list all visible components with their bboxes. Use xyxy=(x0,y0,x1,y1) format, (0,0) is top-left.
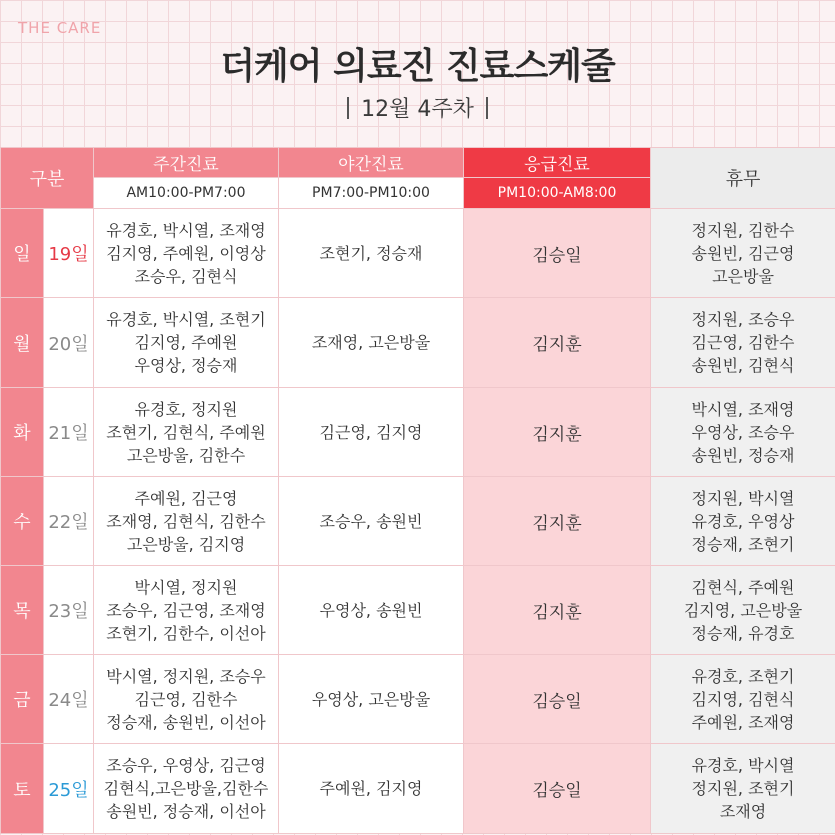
day-shift-names: 조재영, 김현식, 김한수 xyxy=(106,511,266,531)
date-cell: 21일 xyxy=(44,388,94,477)
schedule-table xyxy=(0,147,835,834)
emergency-shift-cell: 김승일 xyxy=(464,744,651,834)
header-off-duty: 휴무 xyxy=(651,148,835,209)
off-duty-names: 주예원, 조재영 xyxy=(691,712,795,732)
date-cell: 19일 xyxy=(44,209,94,298)
day-shift-names: 김근영, 김한수 xyxy=(134,689,238,709)
weekday-cell: 화 xyxy=(1,388,44,477)
day-shift-names: 김현식,고은방울,김한수 xyxy=(103,779,269,798)
brand-logo-text: THE CARE xyxy=(18,19,102,37)
weekday-cell: 월 xyxy=(1,298,44,388)
weekday-cell: 일 xyxy=(1,209,44,298)
schedule-row xyxy=(1,744,835,834)
day-shift-cell xyxy=(94,655,279,744)
page-subtitle xyxy=(0,92,835,123)
day-shift-names: 조승우, 김근영, 조재영 xyxy=(106,600,266,620)
off-duty-names: 정지원, 조현기 xyxy=(691,779,795,798)
day-shift-cell xyxy=(94,566,279,655)
day-shift-names: 조승우, 우영상, 김근영 xyxy=(106,756,266,775)
emergency-shift-cell: 김지훈 xyxy=(464,566,651,655)
date-cell: 25일 xyxy=(44,744,94,834)
off-duty-names: 김지영, 김현식 xyxy=(691,689,795,709)
emergency-shift-cell: 김승일 xyxy=(464,655,651,744)
day-shift-cell xyxy=(94,209,279,298)
night-shift-cell: 조재영, 고은방울 xyxy=(279,298,464,388)
off-duty-cell xyxy=(651,477,835,566)
weekday-cell: 목 xyxy=(1,566,44,655)
schedule-row xyxy=(1,298,835,388)
day-shift-cell xyxy=(94,744,279,834)
day-shift-cell xyxy=(94,477,279,566)
subtitle-divider-right xyxy=(486,97,488,119)
off-duty-names: 우영상, 조승우 xyxy=(691,422,795,442)
off-duty-names: 정지원, 박시열 xyxy=(691,488,795,508)
off-duty-names: 조재영 xyxy=(719,802,767,821)
emergency-shift-cell: 김지훈 xyxy=(464,388,651,477)
emergency-shift-cell: 김승일 xyxy=(464,209,651,298)
schedule-row xyxy=(1,477,835,566)
day-shift-names: 김지영, 주예원 xyxy=(134,333,238,352)
emergency-shift-cell: 김지훈 xyxy=(464,298,651,388)
off-duty-cell xyxy=(651,388,835,477)
header-night-time: PM7:00-PM10:00 xyxy=(279,178,464,209)
off-duty-names: 정승재, 유경호 xyxy=(691,623,795,643)
off-duty-names: 송원빈, 정승재 xyxy=(691,445,795,465)
off-duty-names: 김현식, 주예원 xyxy=(691,577,795,597)
off-duty-cell xyxy=(651,566,835,655)
off-duty-names: 고은방울 xyxy=(712,266,774,286)
schedule-row xyxy=(1,209,835,298)
off-duty-names: 김지영, 고은방울 xyxy=(683,600,803,620)
off-duty-cell xyxy=(651,744,835,834)
day-shift-names: 고은방울, 김한수 xyxy=(126,445,246,465)
weekday-cell: 수 xyxy=(1,477,44,566)
off-duty-cell xyxy=(651,209,835,298)
day-shift-names: 유경호, 박시열, 조재영 xyxy=(106,220,266,240)
off-duty-cell xyxy=(651,655,835,744)
off-duty-cell xyxy=(651,298,835,388)
week-label: 12월 4주차 xyxy=(361,97,474,122)
day-shift-names: 조현기, 김한수, 이선아 xyxy=(106,623,266,643)
date-cell: 22일 xyxy=(44,477,94,566)
off-duty-names: 송원빈, 김현식 xyxy=(691,356,795,375)
off-duty-names: 정지원, 김한수 xyxy=(691,220,795,240)
day-shift-names: 조현기, 김현식, 주예원 xyxy=(106,422,266,442)
off-duty-names: 송원빈, 김근영 xyxy=(691,243,795,263)
subtitle-divider-left xyxy=(347,97,349,119)
off-duty-names: 박시열, 조재영 xyxy=(691,399,795,419)
night-shift-cell: 우영상, 고은방울 xyxy=(279,655,464,744)
day-shift-names: 박시열, 정지원, 조승우 xyxy=(106,666,266,686)
day-shift-names: 김지영, 주예원, 이영상 xyxy=(106,243,266,263)
night-shift-cell: 우영상, 송원빈 xyxy=(279,566,464,655)
schedule-row xyxy=(1,655,835,744)
header-category: 구분 xyxy=(1,148,94,209)
off-duty-names: 정지원, 조승우 xyxy=(691,310,795,329)
day-shift-names: 유경호, 박시열, 조현기 xyxy=(106,310,266,329)
weekday-cell: 금 xyxy=(1,655,44,744)
header-day-time: AM10:00-PM7:00 xyxy=(94,178,279,209)
night-shift-cell: 조현기, 정승재 xyxy=(279,209,464,298)
emergency-shift-cell: 김지훈 xyxy=(464,477,651,566)
night-shift-cell: 조승우, 송원빈 xyxy=(279,477,464,566)
off-duty-names: 유경호, 우영상 xyxy=(691,511,795,531)
night-shift-cell: 주예원, 김지영 xyxy=(279,744,464,834)
day-shift-names: 송원빈, 정승재, 이선아 xyxy=(106,802,266,821)
day-shift-names: 정승재, 송원빈, 이선아 xyxy=(106,712,266,732)
header-night-shift: 야간진료 xyxy=(279,148,464,178)
off-duty-names: 김근영, 김한수 xyxy=(691,333,795,352)
date-cell: 23일 xyxy=(44,566,94,655)
day-shift-names: 주예원, 김근영 xyxy=(134,488,238,508)
header-emergency-shift: 응급진료 xyxy=(464,148,651,178)
day-shift-names: 고은방울, 김지영 xyxy=(126,534,246,554)
day-shift-names: 우영상, 정승재 xyxy=(134,356,238,375)
day-shift-names: 조승우, 김현식 xyxy=(134,266,238,286)
off-duty-names: 유경호, 박시열 xyxy=(691,756,795,775)
day-shift-names: 유경호, 정지원 xyxy=(134,399,238,419)
day-shift-cell xyxy=(94,388,279,477)
off-duty-names: 정승재, 조현기 xyxy=(691,534,795,554)
header-day-shift: 주간진료 xyxy=(94,148,279,178)
schedule-row xyxy=(1,388,835,477)
header-emergency-time: PM10:00-AM8:00 xyxy=(464,178,651,209)
night-shift-cell: 김근영, 김지영 xyxy=(279,388,464,477)
page-title: 더케어 의료진 진료스케줄 xyxy=(220,46,615,87)
date-cell: 24일 xyxy=(44,655,94,744)
day-shift-cell xyxy=(94,298,279,388)
schedule-row xyxy=(1,566,835,655)
off-duty-names: 유경호, 조현기 xyxy=(691,666,795,686)
day-shift-names: 박시열, 정지원 xyxy=(134,577,238,597)
weekday-cell: 토 xyxy=(1,744,44,834)
date-cell: 20일 xyxy=(44,298,94,388)
